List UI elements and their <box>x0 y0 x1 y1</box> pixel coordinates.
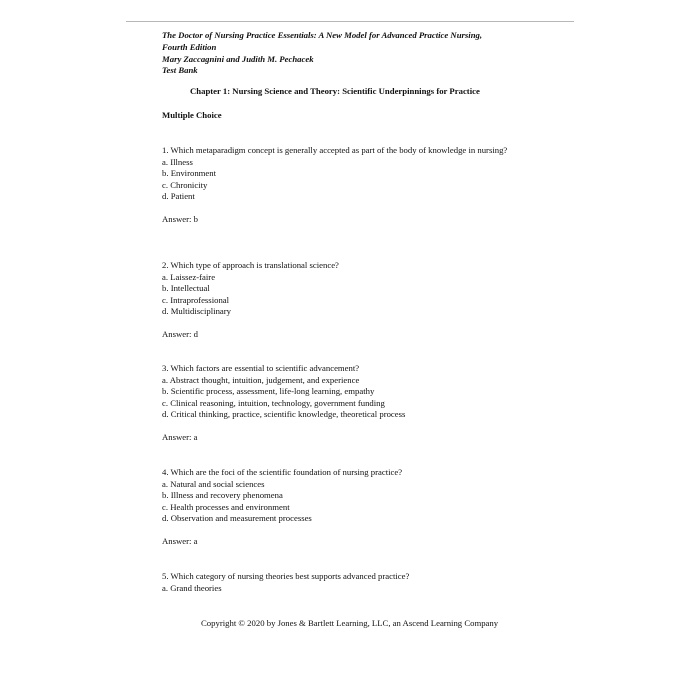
answer-option: d. Observation and measurement processes <box>162 513 312 523</box>
answer-option: a. Grand theories <box>162 582 222 593</box>
question-text: 3. Which factors are essential to scientific advancement? <box>162 363 360 373</box>
book-subtitle: Test Bank <box>162 65 198 76</box>
answer-option: b. Intellectual <box>162 283 210 293</box>
answer-option: d. Critical thinking, practice, scientific knowledge, theoretical process <box>162 409 406 419</box>
question-text: 4. Which are the foci of the scientific foundation of nursing practice? <box>162 467 403 477</box>
answer-option: b. Environment <box>162 168 217 178</box>
answer-option: c. Chronicity <box>162 179 208 190</box>
top-divider <box>126 21 574 22</box>
answer-option: c. Intraprofessional <box>162 294 230 305</box>
book-title: The Doctor of Nursing Practice Essentials: A New Model for Advanced Practice Nursing, <box>162 30 483 40</box>
answer-option: d. Patient <box>162 191 195 201</box>
question-text: 2. Which type of approach is translational science? <box>162 260 339 270</box>
answer-option: b. Scientific process, assessment, life-long learning, empathy <box>162 386 375 396</box>
answer-key: Answer: a <box>162 431 198 442</box>
answer-option: a. Natural and social sciences <box>162 478 265 489</box>
book-edition: Fourth Edition <box>162 41 217 52</box>
section-heading: Multiple Choice <box>162 110 222 120</box>
answer-option: c. Health processes and environment <box>162 501 290 512</box>
answer-option: d. Multidisciplinary <box>162 306 232 316</box>
question-block <box>162 260 534 340</box>
question-block <box>162 571 534 594</box>
question-text: 5. Which category of nursing theories best supports advanced practice? <box>162 571 410 581</box>
answer-option: b. Illness and recovery phenomena <box>162 490 283 500</box>
answer-option: c. Clinical reasoning, intuition, technology, government funding <box>162 397 385 408</box>
answer-option: a. Abstract thought, intuition, judgement, and experience <box>162 374 360 385</box>
answer-option: a. Laissez-faire <box>162 271 216 282</box>
book-authors: Mary Zaccagnini and Judith M. Pechacek <box>162 53 314 64</box>
question-block <box>162 145 534 225</box>
question-block <box>162 363 534 443</box>
answer-key: Answer: a <box>162 535 198 546</box>
chapter-title: Chapter 1: Nursing Science and Theory: Scientific Underpinnings for Practice <box>190 86 480 96</box>
answer-key: Answer: d <box>162 328 198 339</box>
book-header <box>162 30 562 77</box>
question-text: 1. Which metaparadigm concept is generally accepted as part of the body of knowledge in nursing? <box>162 145 508 155</box>
answer-option: a. Illness <box>162 156 193 167</box>
answer-key: Answer: b <box>162 213 198 224</box>
copyright-footer: Copyright © 2020 by Jones & Bartlett Learning, LLC, an Ascend Learning Company <box>201 618 499 628</box>
question-block <box>162 467 534 547</box>
